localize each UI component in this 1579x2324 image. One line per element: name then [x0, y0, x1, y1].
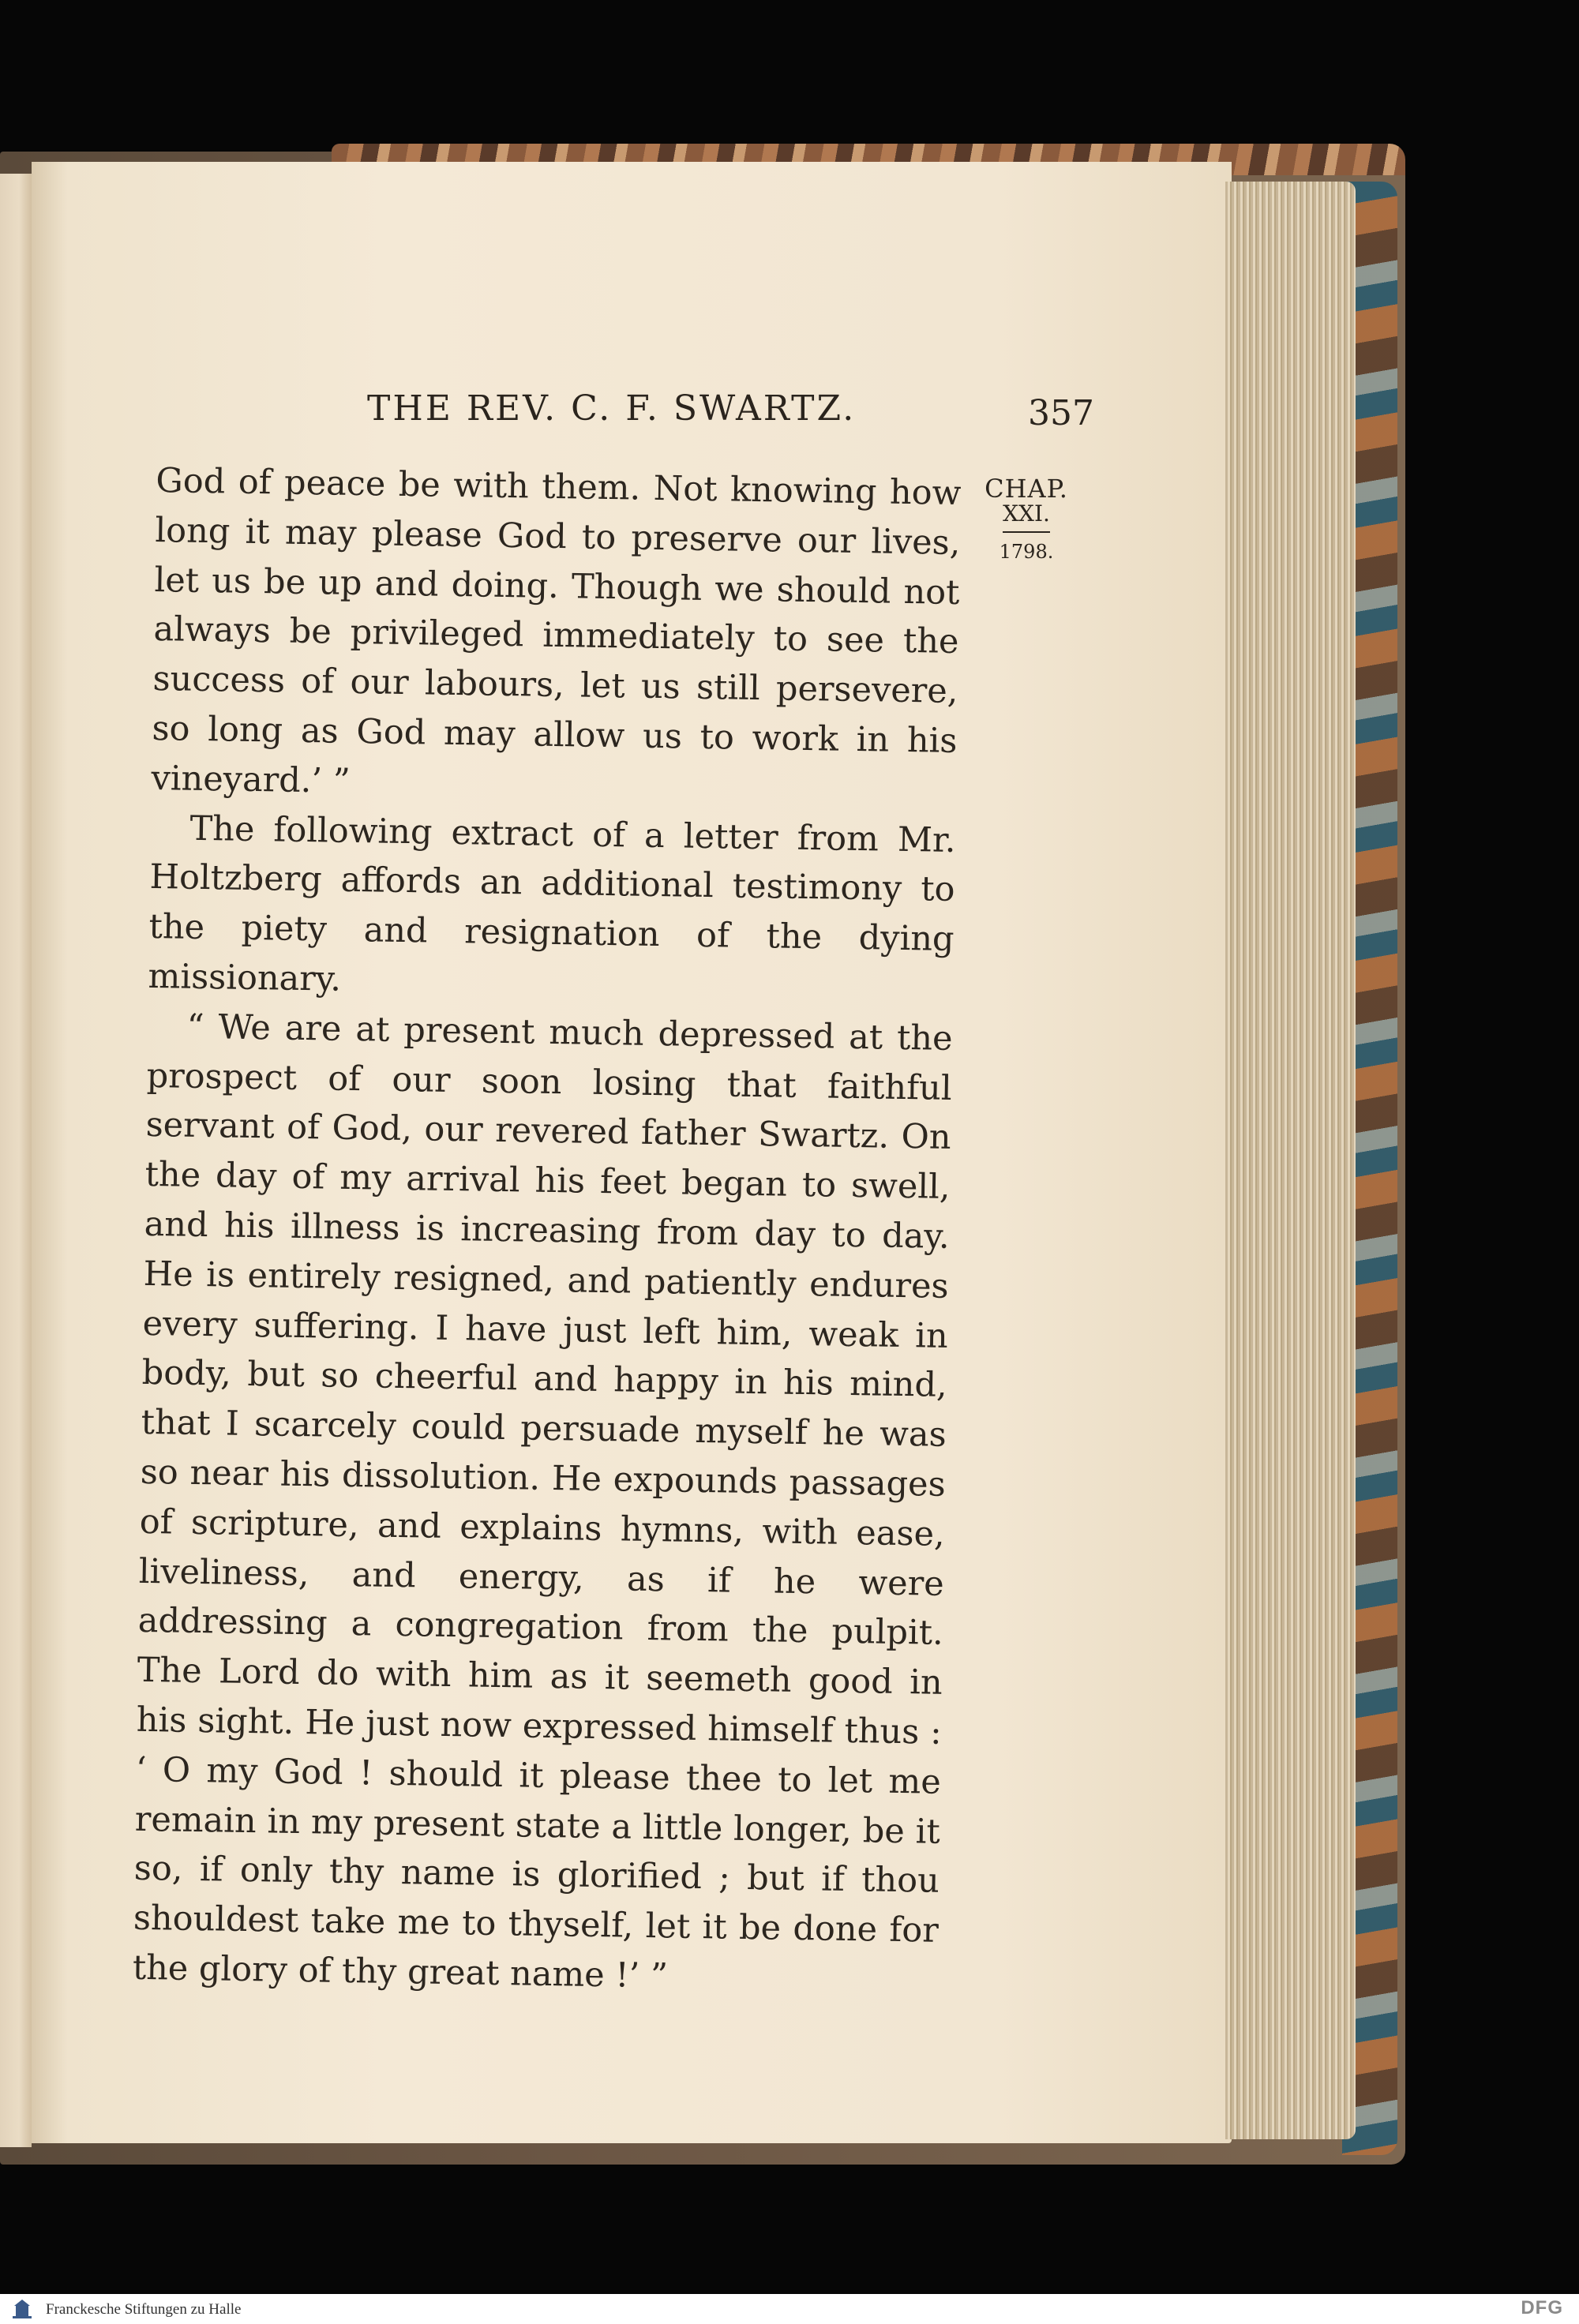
footer-source: Franckesche Stiftungen zu Halle: [46, 2301, 242, 2318]
footer-bar: [0, 2294, 1579, 2324]
paragraph: God of peace be with them. Not knowing how long it may please God to preserve our lives, let us be up and doing. Though we should not always be privileged immediately to see the success of our labours, let us still persevere, so long as God may allow us to work in his vineyard.’ ”: [151, 460, 962, 801]
body-text: [132, 456, 961, 2005]
margin-year: 1798.: [999, 541, 1054, 563]
paragraph: The following extract of a letter from Mr. Holtzberg affords an additional testimony to the piety and resignation of the dying missionary.: [148, 808, 956, 999]
margin-chapter-label: CHAP.: [985, 474, 1068, 504]
paragraph: “ We are at present much depressed at the prospect of our soon losing that faithful servant of God, our revered father Swartz. On the day of my arrival his feet began to swell, and his illness is increasing from day to day. He is entirely resigned, and patiently endures every suffering. I have just left him, weak in body, but so cheerful and happy in his mind, that I scarcely could persuade myself he was so near his dissolution. He expounds passages of scripture, and explains hymns, with ease, liveliness, and energy, as if he were addressing a congregation from the pulpit. The Lord do with him as it seemeth good in his sight. He just now expressed himself thus : ‘ O my God ! should it please thee to let me remain in my present state a little longer, be it so, if only thy name is glorified ; but if thou shouldest take me to thyself, let it be done for the glory of thy great name !’ ”: [132, 1006, 953, 1996]
margin-divider: [1003, 531, 1050, 533]
page-edges: [1225, 182, 1356, 2139]
page-number: 357: [1028, 393, 1094, 433]
left-page-edge: [0, 174, 32, 2147]
institution-logo-icon: [9, 2297, 35, 2321]
dfg-logo: DFG: [1521, 2297, 1563, 2318]
running-head: THE REV. C. F. SWARTZ.: [367, 388, 857, 429]
margin-chapter-number: XXI.: [1003, 500, 1050, 527]
margin-note: [979, 474, 1074, 563]
